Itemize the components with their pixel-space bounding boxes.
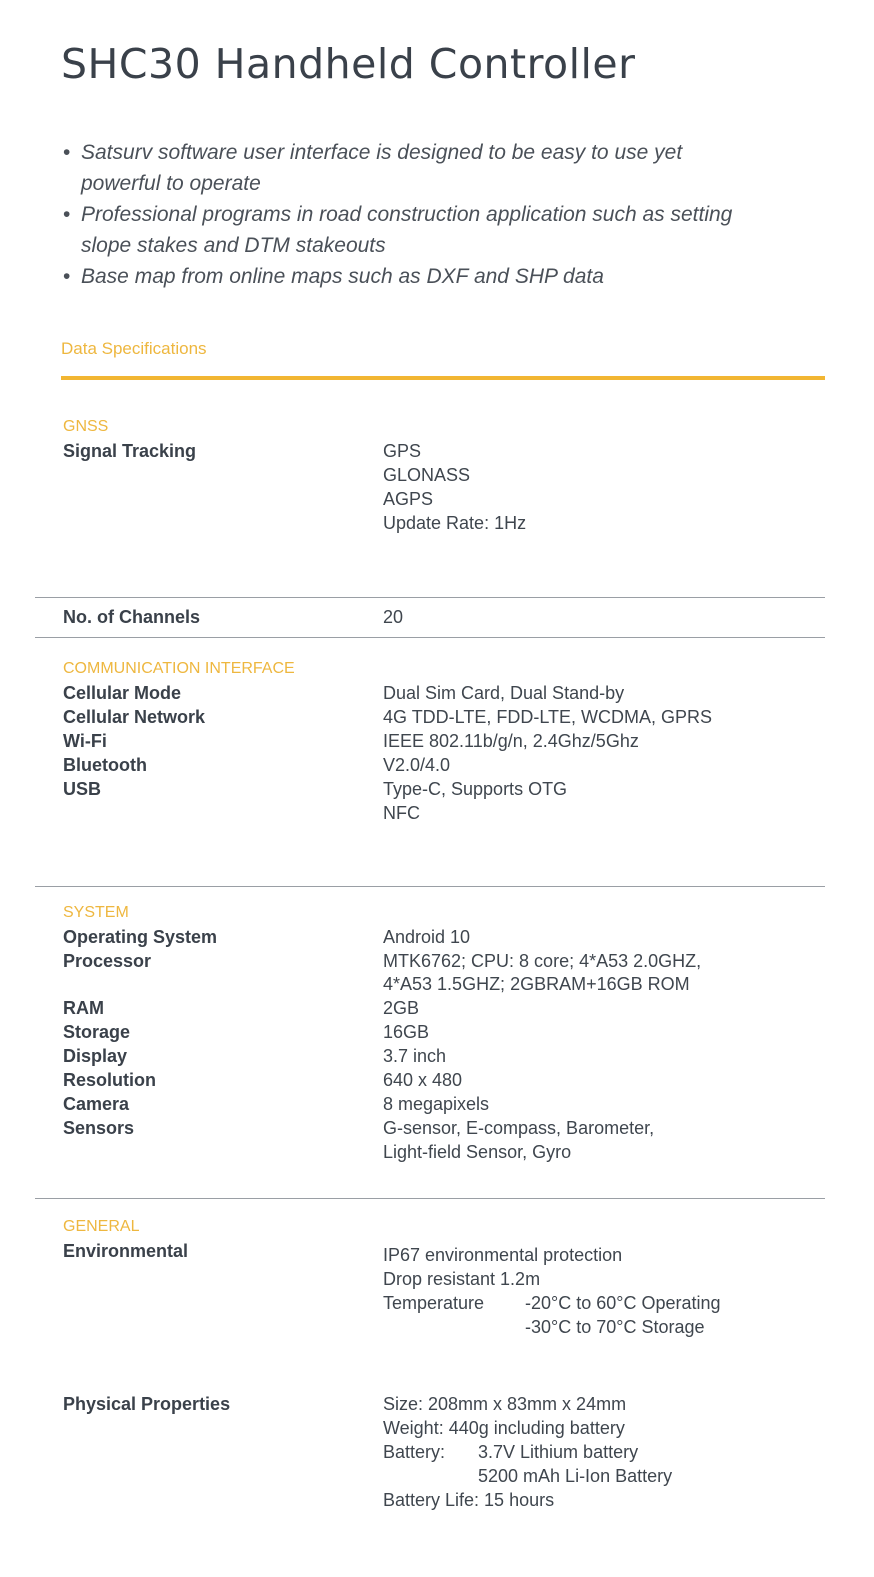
bullet-icon: •	[63, 203, 71, 226]
divider	[35, 637, 825, 638]
feature-list	[61, 137, 761, 292]
feature-item: • Base map from online maps such as DXF and SHP data	[61, 261, 761, 292]
feature-item: • Professional programs in road construction application such as setting slope stakes and DTM stakeouts	[61, 199, 761, 261]
category-communication: COMMUNICATION INTERFACE	[63, 660, 295, 677]
divider	[35, 597, 825, 598]
section-divider	[61, 376, 825, 380]
spec-value: IP67 environmental protection Drop resistant 1.2m Temperature -20°C to 60°C Operating -30°C to 70°C Storage	[383, 1245, 721, 1337]
spec-label: Signal Tracking	[63, 441, 197, 461]
spec-value: Dual Sim Card, Dual Stand-by 4G TDD-LTE, FDD-LTE, WCDMA, GPRS IEEE 802.11b/g/n, 2.4Ghz/5Ghz V2.0/4.0 Type-C, Supports OTG NFC	[383, 683, 713, 823]
divider	[35, 1198, 825, 1199]
category-system: SYSTEM	[63, 904, 129, 921]
divider	[35, 886, 825, 887]
section-title: Data Specifications	[61, 339, 207, 358]
spec-label: No. of Channels	[63, 607, 201, 627]
spec-value: Android 10 MTK6762; CPU: 8 core; 4*A53 2.0GHZ, 4*A53 1.5GHZ; 2GBRAM+16GB ROM 2GB 16GB 3.7 inch 640 x 480 8 megapixels G-sensor, E-compass, Barometer, Light-field Sensor, Gyro	[383, 927, 702, 1162]
page-title: SHC30 Handheld Controller	[61, 40, 636, 88]
spec-label: Physical Properties	[63, 1394, 231, 1414]
category-general: GENERAL	[63, 1218, 140, 1235]
spec-value: 20	[383, 607, 404, 627]
spec-value: Size: 208mm x 83mm x 24mm Weight: 440g including battery Battery: 3.7V Lithium battery 5200 mAh Li-Ion Battery Battery Life: 15 hours	[383, 1394, 673, 1510]
spec-label: Operating System Processor RAM Storage Display Resolution Camera Sensors	[63, 927, 218, 1138]
spec-value: GPS GLONASS AGPS Update Rate: 1Hz	[383, 441, 527, 533]
category-gnss: GNSS	[63, 418, 109, 435]
bullet-icon: •	[63, 141, 71, 164]
feature-item: • Satsurv software user interface is designed to be easy to use yet powerful to operate	[61, 137, 761, 199]
spec-label: Environmental	[63, 1241, 189, 1261]
bullet-icon: •	[63, 265, 71, 288]
spec-label: Cellular Mode Cellular Network Wi-Fi Bluetooth USB	[63, 683, 206, 799]
